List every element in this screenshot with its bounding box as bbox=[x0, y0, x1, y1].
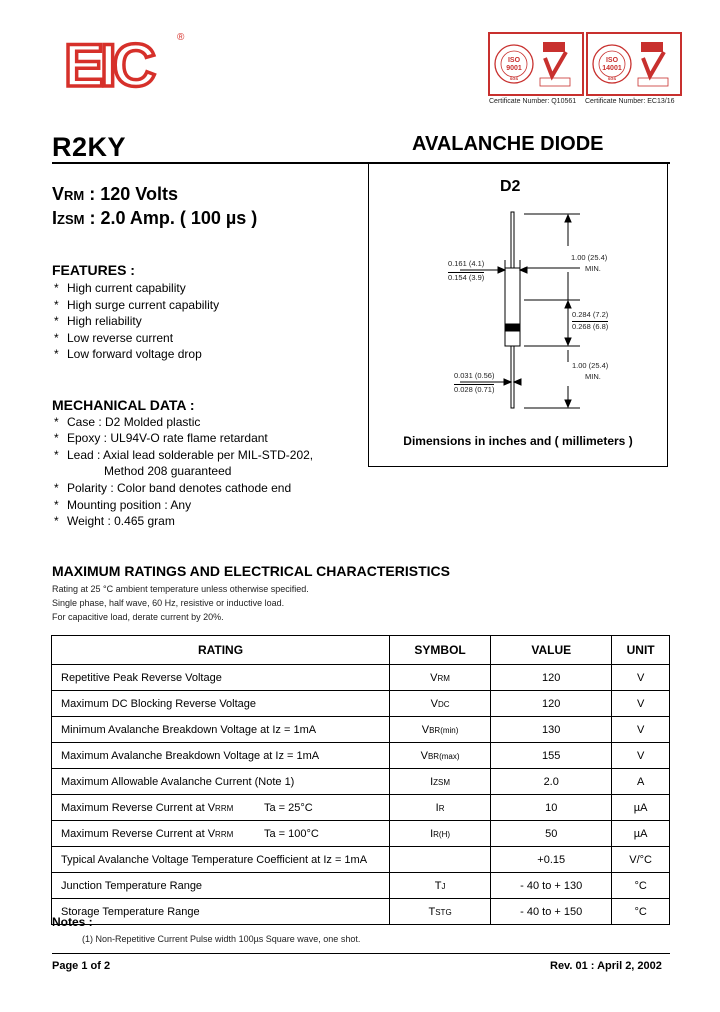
table-row bbox=[52, 743, 670, 769]
rating-condition: Ta = 25°C bbox=[264, 801, 313, 814]
izsm-value: : 2.0 Amp. ( 100 µs ) bbox=[89, 208, 258, 228]
iso9001-seal bbox=[494, 38, 578, 90]
rating-cell bbox=[52, 795, 390, 821]
symbol-sub: BR(max) bbox=[427, 751, 460, 761]
rating-label: Junction Temperature Range bbox=[61, 879, 203, 892]
rating-cell bbox=[52, 769, 390, 795]
dim-body-len-2: 0.268 (6.8) bbox=[572, 322, 609, 331]
table-row bbox=[52, 769, 670, 795]
rating-label: Maximum DC Blocking Reverse Voltage bbox=[61, 697, 257, 710]
dim-bot-lead-2: MIN. bbox=[585, 372, 601, 381]
table-row bbox=[52, 847, 670, 873]
page-number: Page 1 of 2 bbox=[52, 960, 111, 972]
logo-text: EIC bbox=[64, 32, 153, 98]
dim-top-lead-1: 1.00 (25.4) bbox=[571, 253, 608, 262]
izsm-sub: ZSM bbox=[57, 212, 85, 227]
symbol-sub: DC bbox=[437, 699, 450, 709]
symbol-main: V bbox=[430, 697, 438, 710]
mechanical-item: * Epoxy : UL94V-O rate flame retardant bbox=[54, 431, 268, 445]
feature-item: * High current capability bbox=[54, 281, 186, 295]
value-cell: - 40 to + 150 bbox=[491, 899, 612, 925]
package-caption: Dimensions in inches and ( millimeters ) bbox=[403, 434, 633, 448]
symbol-sub: ZSM bbox=[433, 777, 451, 787]
unit-cell: V bbox=[612, 717, 670, 743]
condition-text: For capacitive load, derate current by 20%. bbox=[52, 612, 224, 622]
rating-cell bbox=[52, 873, 390, 899]
dim-lead-dia-2: 0.028 (0.71) bbox=[454, 385, 495, 394]
col-symbol: SYMBOL bbox=[390, 636, 491, 665]
rating-cell bbox=[52, 691, 390, 717]
feature-item: * Low reverse current bbox=[54, 331, 174, 345]
izsm-spec bbox=[52, 208, 257, 229]
symbol-main: V bbox=[430, 671, 438, 684]
iso14001-seal bbox=[592, 38, 676, 90]
dim-body-len-1: 0.284 (7.2) bbox=[572, 310, 609, 319]
mechanical-item-cont: Method 208 guaranteed bbox=[104, 464, 232, 478]
footer-divider bbox=[52, 953, 670, 954]
unit-cell: V/°C bbox=[612, 847, 670, 873]
unit-cell: µA bbox=[612, 821, 670, 847]
symbol-main: I bbox=[435, 801, 439, 814]
col-rating: RATING bbox=[52, 636, 390, 665]
vrm-value: : 120 Volts bbox=[89, 184, 178, 204]
unit-cell: V bbox=[612, 665, 670, 691]
cert1-name: ISO bbox=[507, 57, 521, 64]
izsm-symbol: I bbox=[52, 208, 58, 228]
table-row bbox=[52, 665, 670, 691]
rating-label: Typical Avalanche Voltage Temperature Coefficient at Iz = 1mA bbox=[61, 853, 368, 866]
feature-item: * Low forward voltage drop bbox=[54, 347, 202, 361]
col-unit: UNIT bbox=[612, 636, 670, 665]
cert2-label: Certificate Number: EC13/16 bbox=[585, 98, 675, 105]
notes-title: Notes : bbox=[52, 915, 93, 929]
value-cell: +0.15 bbox=[491, 847, 612, 873]
symbol-sub: STG bbox=[435, 907, 452, 917]
mechanical-item: * Weight : 0.465 gram bbox=[54, 514, 175, 528]
unit-cell: µA bbox=[612, 795, 670, 821]
symbol-cell bbox=[390, 665, 491, 691]
symbol-sub: R bbox=[438, 803, 445, 813]
mechanical-item: * Lead : Axial lead solderable per MIL-STD-202, bbox=[54, 448, 314, 462]
symbol-cell bbox=[390, 795, 491, 821]
rating-label: Maximum Avalanche Breakdown Voltage at Iz = 1mA bbox=[61, 749, 320, 762]
rating-sub: RRM bbox=[215, 829, 234, 839]
dim-top-lead-2: MIN. bbox=[585, 264, 601, 273]
package-title: D2 bbox=[500, 178, 521, 195]
table-row bbox=[52, 873, 670, 899]
value-cell: 2.0 bbox=[491, 769, 612, 795]
value-cell: 10 bbox=[491, 795, 612, 821]
ratings-table bbox=[51, 635, 670, 925]
mechanical-item: * Case : D2 Molded plastic bbox=[54, 415, 201, 429]
table-row bbox=[52, 899, 670, 925]
dim-bot-lead-1: 1.00 (25.4) bbox=[572, 361, 609, 370]
value-cell: 120 bbox=[491, 691, 612, 717]
symbol-main: I bbox=[430, 827, 434, 840]
dim-lead-dia-1: 0.031 (0.56) bbox=[454, 371, 495, 380]
rating-sub: RRM bbox=[215, 803, 234, 813]
mechanical-title: MECHANICAL DATA : bbox=[52, 397, 195, 413]
value-cell: 50 bbox=[491, 821, 612, 847]
condition-text: Single phase, half wave, 60 Hz, resistive or inductive load. bbox=[52, 598, 285, 608]
rating-label: Repetitive Peak Reverse Voltage bbox=[61, 671, 222, 684]
mechanical-item: * Mounting position : Any bbox=[54, 498, 192, 512]
dim-body-dia-1: 0.161 (4.1) bbox=[448, 259, 485, 268]
revision: Rev. 01 : April 2, 2002 bbox=[550, 960, 662, 972]
vrm-symbol: V bbox=[52, 184, 65, 204]
symbol-main: T bbox=[428, 905, 436, 918]
rating-cell bbox=[52, 821, 390, 847]
note-item: (1) Non-Repetitive Current Pulse width 100µs Square wave, one shot. bbox=[82, 934, 361, 944]
rating-cell bbox=[52, 847, 390, 873]
iso14001-badge bbox=[586, 32, 682, 96]
table-row bbox=[52, 795, 670, 821]
rating-label: Maximum Allowable Avalanche Current (Note 1) bbox=[61, 775, 295, 788]
cert2-number: 14001 bbox=[602, 65, 622, 72]
cert1-number: 9001 bbox=[506, 65, 522, 72]
value-cell: - 40 to + 130 bbox=[491, 873, 612, 899]
dim-body-dia-2: 0.154 (3.9) bbox=[448, 273, 485, 282]
rating-label: Maximum Reverse Current at V bbox=[61, 801, 216, 814]
vrm-sub: RM bbox=[64, 188, 85, 203]
symbol-cell bbox=[390, 873, 491, 899]
feature-item: * High reliability bbox=[54, 314, 142, 328]
symbol-main: V bbox=[421, 723, 430, 736]
symbol-cell bbox=[390, 821, 491, 847]
cert1-label: Certificate Number: Q10561 bbox=[489, 98, 577, 105]
table-header-row bbox=[52, 636, 670, 665]
cert1-body: SGS bbox=[509, 76, 519, 81]
cert2-name: ISO bbox=[605, 57, 619, 64]
symbol-main: V bbox=[420, 749, 428, 762]
symbol-sub: RM bbox=[437, 673, 450, 683]
rating-cell bbox=[52, 899, 390, 925]
feature-item: * High surge current capability bbox=[54, 298, 220, 312]
table-row bbox=[52, 717, 670, 743]
symbol-sub: BR(min) bbox=[429, 725, 459, 735]
symbol-cell bbox=[390, 769, 491, 795]
unit-cell: V bbox=[612, 743, 670, 769]
unit-cell: °C bbox=[612, 899, 670, 925]
vrm-spec bbox=[52, 184, 178, 205]
unit-cell: V bbox=[612, 691, 670, 717]
unit-cell: A bbox=[612, 769, 670, 795]
symbol-main: T bbox=[434, 879, 442, 892]
iso9001-badge bbox=[488, 32, 584, 96]
value-cell: 155 bbox=[491, 743, 612, 769]
rating-label: Maximum Reverse Current at V bbox=[61, 827, 216, 840]
part-number: R2KY bbox=[52, 132, 127, 162]
symbol-sub: R(H) bbox=[433, 829, 451, 839]
rating-label: Storage Temperature Range bbox=[61, 905, 200, 918]
symbol-cell bbox=[390, 899, 491, 925]
mechanical-item: * Polarity : Color band denotes cathode end bbox=[54, 481, 292, 495]
symbol-cell bbox=[390, 743, 491, 769]
value-cell: 120 bbox=[491, 665, 612, 691]
device-type: AVALANCHE DIODE bbox=[412, 133, 604, 155]
eic-logo bbox=[62, 30, 192, 98]
col-value: VALUE bbox=[491, 636, 612, 665]
symbol-main: I bbox=[430, 775, 434, 788]
rating-label: Minimum Avalanche Breakdown Voltage at Iz = 1mA bbox=[61, 723, 317, 736]
symbol-cell bbox=[390, 847, 491, 873]
cert2-body: SGS bbox=[607, 76, 617, 81]
rating-cell bbox=[52, 743, 390, 769]
registered-mark: ® bbox=[177, 32, 185, 43]
rating-cell bbox=[52, 665, 390, 691]
rating-cell bbox=[52, 717, 390, 743]
table-row bbox=[52, 691, 670, 717]
ratings-title: MAXIMUM RATINGS AND ELECTRICAL CHARACTERISTICS bbox=[52, 563, 450, 579]
symbol-cell bbox=[390, 717, 491, 743]
condition-text: Rating at 25 °C ambient temperature unless otherwise specified. bbox=[52, 584, 309, 594]
symbol-cell bbox=[390, 691, 491, 717]
features-title: FEATURES : bbox=[52, 262, 135, 278]
symbol-sub: J bbox=[441, 881, 446, 891]
value-cell: 130 bbox=[491, 717, 612, 743]
table-row bbox=[52, 821, 670, 847]
unit-cell: °C bbox=[612, 873, 670, 899]
rating-condition: Ta = 100°C bbox=[264, 827, 319, 840]
